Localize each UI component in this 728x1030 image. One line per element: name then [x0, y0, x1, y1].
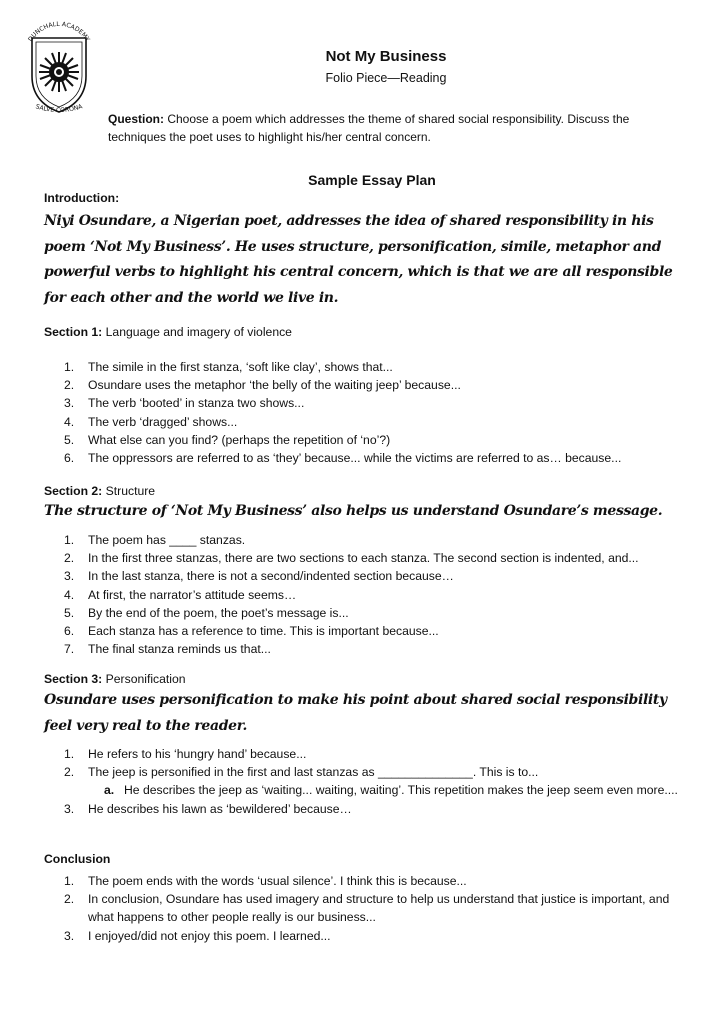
list-item [44, 586, 694, 604]
list-item-number: 1. [64, 533, 75, 547]
list-item-text: The verb ‘dragged’ shows... [88, 414, 238, 429]
list-item-number: 2. [64, 378, 75, 393]
introduction-label: Introduction: [44, 191, 120, 205]
list-item-number: 7. [64, 642, 75, 657]
list-item-text: Osundare uses the metaphor ‘the belly of the waiting jeep’ because... [88, 378, 461, 393]
list-item-text: The jeep is personified in the first and last stanzas as ______________. This is to... [88, 765, 539, 780]
list-item-number: 5. [64, 605, 75, 620]
list-item [44, 745, 694, 763]
list-item [44, 872, 694, 890]
list-item-number: 6. [64, 451, 75, 466]
list-item-number: 2. [64, 765, 75, 780]
list-item [44, 549, 694, 567]
list-item-number: 3. [64, 569, 75, 584]
list-item [44, 622, 694, 640]
list-item-number: 1. [64, 747, 75, 761]
list-item-text: He describes his lawn as ‘bewildered’ because… [88, 801, 352, 816]
list-item-number: 3. [64, 396, 75, 411]
list-item-text: The poem ends with the words ‘usual silence’. I think this is because... [88, 874, 467, 888]
conclusion-heading: Conclusion [44, 852, 111, 866]
section3-statement: Osundare uses personification to make his point about shared social responsibility feel very real to the reader. [44, 692, 667, 734]
list-item-number: 1. [64, 360, 75, 374]
list-item-number: 4. [64, 587, 75, 602]
list-item-text: In conclusion, Osundare has used imagery and structure to help us understand that justice is important, and what happens to other people really is our business... [88, 892, 670, 925]
list-item-number: 2. [64, 892, 75, 907]
list-item-number: 3. [64, 928, 75, 943]
list-item-text: Each stanza has a reference to time. This is important because... [88, 624, 439, 639]
list-item-number: 6. [64, 624, 75, 639]
list-item-text: By the end of the poem, the poet’s message is... [88, 605, 349, 620]
question-text: Choose a poem which addresses the theme of shared social responsibility. Discuss the techniques the poet uses to highlight his/her central concern. [108, 112, 630, 144]
list-item [44, 449, 694, 467]
section3-heading: Section 3: Personification [44, 672, 186, 686]
list-item [44, 890, 694, 926]
school-crest-icon [18, 20, 100, 120]
list-item-text: He refers to his ‘hungry hand’ because... [88, 747, 307, 761]
list-item-text: He describes the jeep as ‘waiting... waiting, waiting’. This repetition makes the jeep seem even more.... [124, 783, 678, 798]
list-item [44, 413, 694, 431]
list-item-text: The simile in the first stanza, ‘soft like clay’, shows that... [88, 360, 393, 374]
list-item-number: 3. [64, 801, 75, 816]
list-item [44, 763, 694, 781]
list-item-text: The final stanza reminds us that... [88, 642, 271, 657]
list-item [44, 604, 694, 622]
list-item [44, 781, 694, 799]
list-item-text: The oppressors are referred to as ‘they’ because... while the victims are referred to as… because... [88, 451, 622, 466]
list-item [44, 927, 694, 945]
list-item [44, 800, 694, 818]
list-item [44, 531, 694, 549]
list-item-text: In the first three stanzas, there are two sections to each stanza. The second section is indented, and... [88, 551, 639, 566]
question-label: Question: [108, 112, 164, 126]
list-item-number: 2. [64, 551, 75, 566]
list-item [44, 640, 694, 658]
plan-title: Sample Essay Plan [308, 172, 436, 188]
section3-list [44, 745, 694, 818]
list-item [44, 358, 694, 376]
section2-list [44, 531, 694, 658]
list-item-text: In the last stanza, there is not a second/indented section because… [88, 569, 454, 584]
list-item-number: 1. [64, 874, 75, 888]
list-item [44, 376, 694, 394]
question-block [108, 110, 673, 146]
page-title: Not My Business [325, 48, 447, 65]
list-item-number: 4. [64, 414, 75, 429]
section2-heading: Section 2: Structure [44, 484, 156, 498]
list-item-number: a. [104, 783, 115, 798]
introduction-text: Niyi Osundare, a Nigerian poet, addresses the idea of shared responsibility in his poem ‘Not My Business’. He uses structure, personification, simile, metaphor and powerful verbs to highlight his central concern, which is that we are all responsible for each other and the world we live in. [44, 213, 673, 306]
crest-bottom-text: SALVE CORONA [34, 103, 84, 115]
page-subtitle: Folio Piece—Reading [325, 71, 447, 85]
list-item-number: 5. [64, 432, 75, 447]
list-item-text: The poem has ____ stanzas. [88, 533, 246, 547]
list-item-text: I enjoyed/did not enjoy this poem. I learned... [88, 928, 331, 943]
section1-list [44, 358, 694, 467]
crest-top-text: DUNCHALL ACADEMY [27, 20, 91, 43]
list-item-text: The verb ‘booted’ in stanza two shows... [88, 396, 305, 411]
list-item-text: What else can you find? (perhaps the repetition of ‘no’?) [88, 432, 391, 447]
list-item [44, 394, 694, 412]
list-item-text: At first, the narrator’s attitude seems… [88, 587, 297, 602]
list-item [44, 431, 694, 449]
section1-heading: Section 1: Language and imagery of violence [44, 325, 292, 339]
section2-statement: The structure of ‘Not My Business’ also helps us understand Osundare’s message. [44, 503, 663, 519]
conclusion-list [44, 872, 694, 945]
list-item [44, 567, 694, 585]
